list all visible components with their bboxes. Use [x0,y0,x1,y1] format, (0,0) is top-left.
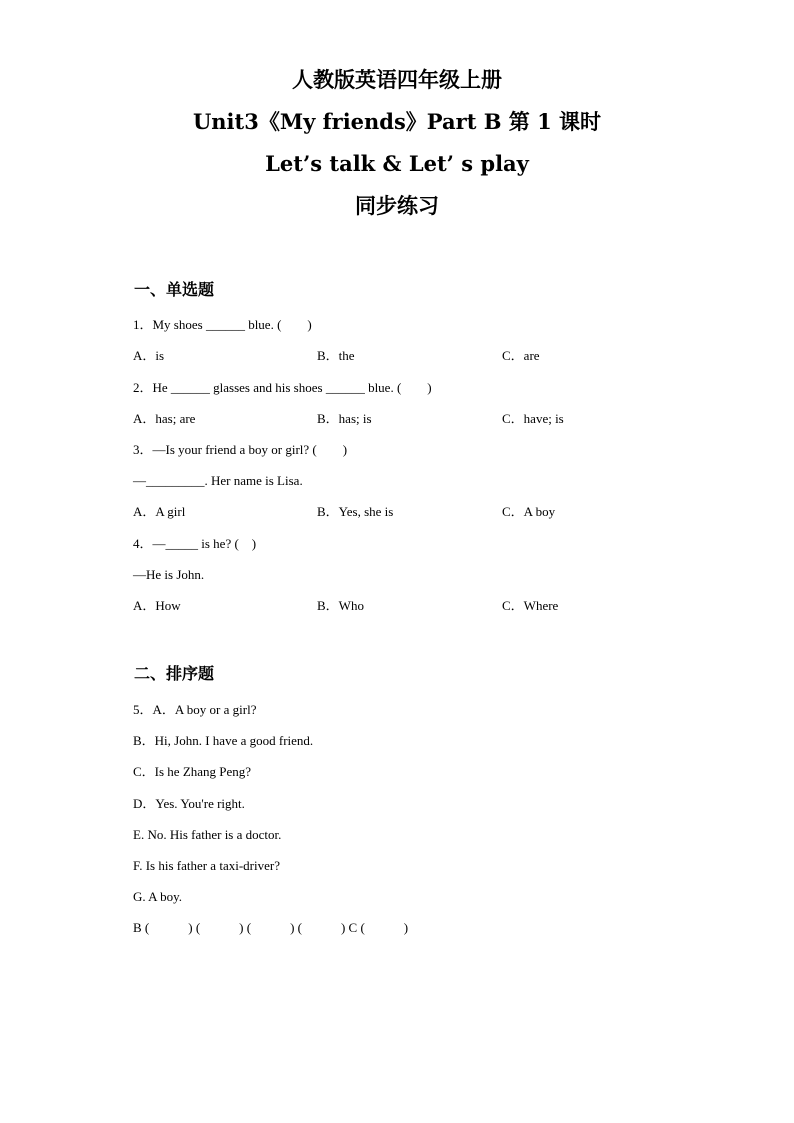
section-heading-ordering: 二、排序题 [134,664,215,683]
question-1-option-c: C．are [502,348,540,363]
ordering-item-d: D．Yes. You're right. [133,796,245,811]
question-3-stem-reply: —_________. Her name is Lisa. [133,473,303,488]
question-4-option-a: A．How [133,598,181,613]
ordering-item-g: G. A boy. [133,889,182,904]
ordering-item-a: 5．A．A boy or a girl? [133,702,257,717]
question-3-option-a: A．A girl [133,504,186,519]
worksheet-title-type: 同步练习 [355,193,439,218]
question-1-option-a: A．is [133,348,165,363]
worksheet-title-lesson: Let’s talk & Let’ s play [265,151,529,176]
question-4-stem: 4．—_____ is he? ( ) [133,536,257,551]
ordering-item-e: E. No. His father is a doctor. [133,827,282,842]
question-2-option-b: B．has; is [317,411,372,426]
question-2-stem: 2．He ______ glasses and his shoes ______ blue. ( ) [133,380,432,395]
question-2-option-a: A．has; are [133,411,196,426]
question-4-stem-reply: —He is John. [133,567,205,582]
question-1-stem: 1．My shoes ______ blue. ( ) [133,317,312,332]
ordering-answer-line: B ( ) ( ) ( ) ( ) C ( ) [133,920,409,935]
worksheet-title-unit: Unit3《My friends》Part B 第 1 课时 [192,109,602,134]
ordering-item-f: F. Is his father a taxi-driver? [133,858,280,873]
question-3-stem: 3．—Is your friend a boy or girl? ( ) [133,442,348,457]
question-4-option-c: C．Where [502,598,559,613]
worksheet-title-book: 人教版英语四年级上册 [292,67,502,92]
question-1-option-b: B．the [317,348,355,363]
question-3-option-c: C．A boy [502,504,556,519]
ordering-item-c: C．Is he Zhang Peng? [133,764,252,779]
section-heading-single-choice: 一、单选题 [134,280,215,299]
question-2-option-c: C．have; is [502,411,564,426]
question-3-option-b: B．Yes, she is [317,504,394,519]
question-4-option-b: B．Who [317,598,364,613]
ordering-item-b: B．Hi, John. I have a good friend. [133,733,314,748]
